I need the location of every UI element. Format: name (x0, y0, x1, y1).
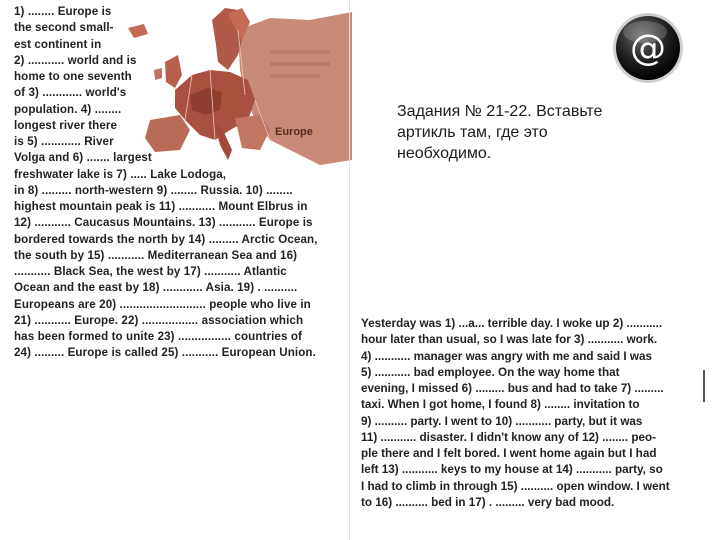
text-line: freshwater lake is 7) ..... Lake Lodoga, (14, 167, 227, 181)
exercise-line: Yesterday was 1) ...a... terrible day. I woke up 2) ........... (361, 317, 663, 330)
text-line: 24) ......... Europe is called 25) ........... European Union. (14, 346, 316, 360)
text-line: Volga and 6) ....... largest (14, 151, 152, 165)
at-sign-icon (612, 12, 684, 84)
text-line: population. 4) ........ (14, 102, 122, 116)
edge-marker (703, 370, 705, 402)
text-line: longest river there (14, 118, 118, 132)
text-line: home to one seventh (14, 70, 132, 83)
text-line: bordered towards the north by 14) ......... Arctic Ocean, (14, 232, 318, 246)
text-line: is 5) ............ River (14, 135, 114, 148)
text-line: 12) ........... Caucasus Mountains. 13) ........... Europe is (14, 216, 313, 230)
column-divider (349, 0, 350, 540)
map-label: Europe (275, 126, 313, 138)
text-line: highest mountain peak is 11) ........... Mount Elbrus in (14, 200, 308, 213)
exercise-line: 5) ........... bad employee. On the way home that (361, 365, 620, 379)
exercise-line: left 13) ........... keys to my house at 14) ........... party, so (361, 463, 663, 477)
exercise-line: to 16) .......... bed in 17) . ......... very bad mood. (361, 495, 615, 509)
exercise-line: hour later than usual, so I was late for 3) ........... work. (361, 333, 658, 347)
text-line: Ocean and the east by 18) ............ Asia. 19) . .......... (14, 281, 298, 295)
exercise-line: 11) ........... disaster. I didn't know any of 12) ........ peo- (361, 430, 657, 444)
exercise-line: evening, I missed 6) ......... bus and had to take 7) ......... (361, 382, 664, 395)
task-title (397, 101, 687, 164)
exercise-text-block (361, 316, 691, 511)
title-line: необходимо. (397, 145, 492, 162)
title-line: Задания № 21-22. Вставьте (397, 103, 603, 120)
exercise-line: 4) ........... manager was angry with me and said I was (361, 349, 652, 363)
text-line: 1) ........ Europe is (14, 5, 112, 18)
text-line: 2) ........... world and is (14, 53, 137, 67)
europe-text-block (14, 4, 342, 362)
exercise-line: I had to climb in through 15) .......... open window. I went (361, 479, 670, 493)
exercise-line: ple there and I felt bored. I went home again but I had (361, 447, 657, 460)
text-line: Europeans are 20) .......................... people who live in (14, 297, 311, 311)
text-line: 21) ........... Europe. 22) ................. association which (14, 313, 304, 327)
text-line: of 3) ............ world's (14, 86, 127, 100)
svg-text:@: @ (630, 28, 666, 69)
text-line: ........... Black Sea, the west by 17) ........... Atlantic (14, 265, 287, 278)
text-line: has been formed to unite 23) ................ countries of (14, 330, 302, 343)
text-line: the south by 15) ........... Mediterranean Sea and 16) (14, 248, 298, 262)
exercise-line: 9) .......... party. I went to 10) ........... party, but it was (361, 414, 643, 428)
title-line: артикль там, где это (397, 124, 548, 141)
exercise-line: taxi. When I got home, I found 8) ........ invitation to (361, 398, 640, 412)
text-line: the second small- (14, 21, 114, 35)
text-line: in 8) ......... north-western 9) ........ Russia. 10) ........ (14, 183, 293, 197)
text-line: est continent in (14, 37, 102, 51)
